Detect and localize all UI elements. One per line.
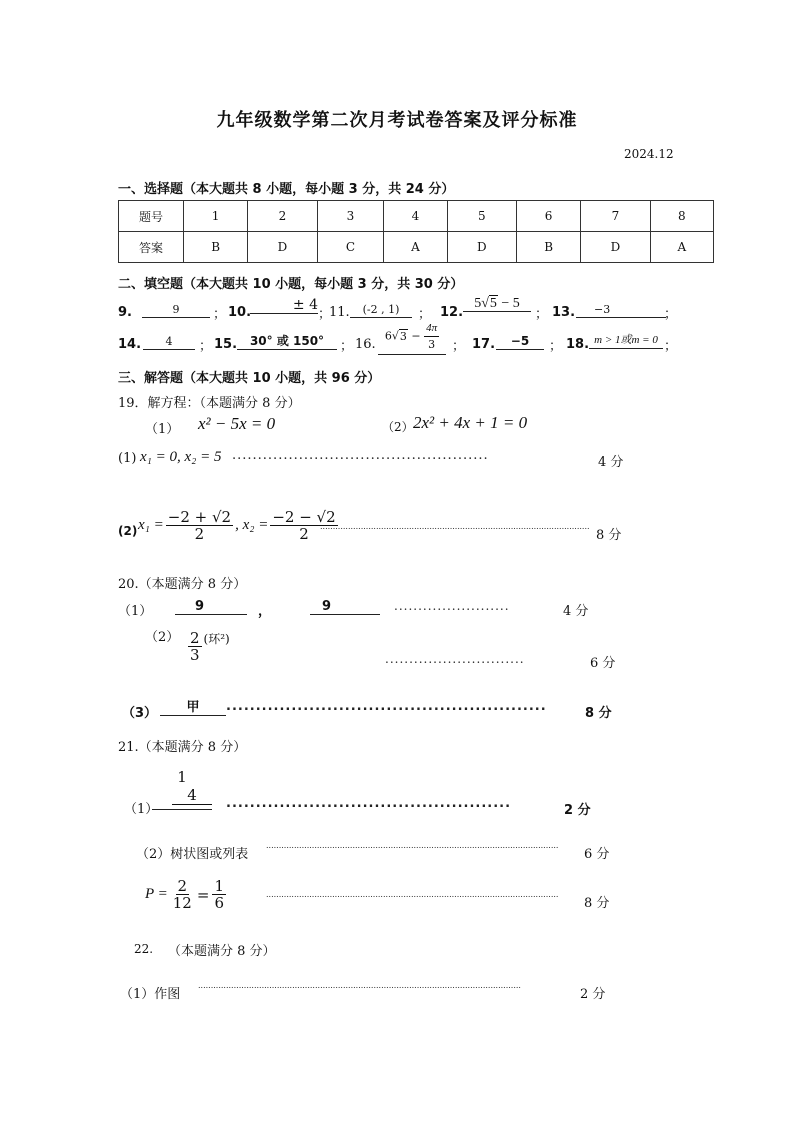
q22-number: 22. [134, 942, 154, 956]
q14-answer: 4 [143, 334, 195, 350]
dot-leader: ............................. [385, 652, 525, 666]
q19-a1-label: (1) [118, 451, 137, 466]
table-cell: 2 [248, 201, 317, 232]
table-row [119, 232, 714, 263]
separator: ； [549, 339, 563, 354]
q21-label: 21.（本题满分 8 分） [118, 740, 247, 755]
q19-p1-label: （1） [145, 422, 180, 437]
table-cell: D [248, 232, 317, 263]
q17-answer: −5 [496, 334, 544, 350]
q20-label: 20.（本题满分 8 分） [118, 577, 247, 592]
table-cell: A [650, 232, 713, 263]
q21-p1-answer: 1 4 [152, 768, 212, 810]
q17-label: 17. [472, 337, 496, 352]
separator: ； [340, 339, 354, 354]
table-cell: D [581, 232, 650, 263]
q12-answer: 5√5 − 5 [463, 296, 531, 312]
answer-table [118, 200, 714, 263]
table-row [119, 201, 714, 232]
dot-leader: ............................................................................................................................... [198, 981, 521, 990]
q20-p2-label: （2） [145, 630, 180, 645]
dot-leader: .......................................................................................................... [320, 522, 590, 531]
q16-answer: 6√3 − $\frac{4\pi}{3}$ [378, 320, 446, 355]
q19-p2-label: （2） [382, 420, 414, 434]
dot-leader: ................................................ [226, 796, 512, 811]
separator: ； [664, 307, 678, 322]
q9-label: 9. [118, 305, 132, 320]
q20-p2-score: 6 分 [590, 656, 616, 671]
separator: ； [452, 339, 466, 354]
table-cell: D [447, 232, 516, 263]
q21-p-score: 8 分 [584, 896, 610, 911]
table-cell: B [516, 232, 580, 263]
table-cell: B [184, 232, 248, 263]
table-cell: 6 [516, 201, 580, 232]
table-cell: 5 [447, 201, 516, 232]
table-header-cell: 答案 [119, 232, 184, 263]
q10-answer: ± 4 [250, 298, 318, 314]
q22-label: （本题满分 8 分） [168, 944, 276, 959]
q19-a2-answer: x₁ = $\frac{-2 + √2}{2}$ , x₂ = $\frac{-2 - √2}{2}$ [138, 508, 336, 543]
table-header-cell: 题号 [119, 201, 184, 232]
table-cell: 8 [650, 201, 713, 232]
table-cell: C [317, 232, 384, 263]
section1-heading: 一、选择题（本大题共 8 小题，每小题 3 分，共 24 分） [118, 182, 455, 197]
q22-p1-label: （1）作图 [120, 987, 181, 1002]
q14-label: 14. [118, 337, 142, 352]
table-cell: 7 [581, 201, 650, 232]
date: 2024.12 [624, 147, 674, 161]
q20-p1-label: （1） [118, 604, 153, 619]
q21-p1-score: 2 分 [564, 803, 591, 818]
section2-heading: 二、填空题（本大题共 10 小题，每小题 3 分，共 30 分） [118, 277, 464, 292]
q15-label: 15. [214, 337, 238, 352]
table-cell: 1 [184, 201, 248, 232]
dot-leader: .................................................. [232, 448, 489, 463]
q9-answer: 9 [142, 302, 210, 318]
q11-answer: (-2 , 1) [350, 302, 412, 318]
table-cell: 3 [317, 201, 384, 232]
q19-a1-answer: x₁ = 0, x₂ = 5 [140, 449, 222, 465]
q19-a2-label: (2) [118, 524, 138, 538]
q19-label: 19．解方程：（本题满分 8 分） [118, 396, 301, 411]
separator: ； [664, 339, 678, 354]
q21-p2-score: 6 分 [584, 847, 610, 862]
dot-leader: ................................................................................................................... [266, 890, 559, 899]
q20-p1-comma: ， [258, 604, 272, 619]
q19-p1-equation: x² − 5x = 0 [198, 414, 276, 433]
separator: ； [213, 307, 227, 322]
q11-label: 11. [329, 305, 350, 320]
q19-a1-score: 4 分 [598, 455, 624, 470]
q19-a2-score: 8 分 [596, 528, 622, 543]
q20-p2-answer: $\frac{2}{3}$ (环²) [190, 629, 230, 664]
table-cell: 4 [384, 201, 447, 232]
q21-p2-label: （2）树状图或列表 [136, 847, 249, 862]
q16-label: 16. [355, 337, 376, 352]
separator: ； [418, 307, 432, 322]
section3-heading: 三、解答题（本大题共 10 小题，共 96 分） [118, 371, 381, 386]
q20-p1-answer-a: 9 [175, 599, 247, 615]
page-title: 九年级数学第二次月考试卷答案及评分标准 [216, 110, 578, 131]
q20-p3-answer: 甲 [160, 700, 226, 716]
q13-answer: −3 [576, 302, 666, 318]
q18-label: 18. [566, 337, 590, 352]
dot-leader: ........................ [394, 599, 510, 613]
separator: ； [199, 339, 213, 354]
q19-p2-equation: 2x² + 4x + 1 = 0 [413, 413, 528, 432]
q22-p1-score: 2 分 [580, 987, 606, 1002]
separator: ； [318, 307, 332, 322]
table-cell: A [384, 232, 447, 263]
q12-label: 12. [440, 305, 464, 320]
separator: ； [535, 307, 549, 322]
q20-p1-score: 4 分 [563, 604, 589, 619]
q10-label: 10. [228, 305, 252, 320]
q20-p3-score: 8 分 [585, 706, 612, 721]
q20-p1-answer-b: 9 [310, 599, 380, 615]
dot-leader: ...................................................... [226, 699, 547, 714]
q20-p3-label: （3） [122, 706, 158, 721]
q13-label: 13. [552, 305, 576, 320]
dot-leader: ................................................................................................................... [266, 841, 559, 850]
q15-answer: 30° 或 150° [237, 334, 337, 350]
q21-p1-label: （1） [124, 802, 159, 817]
q21-probability: P = $\frac{2}{12}$ = $\frac{1}{6}$ [145, 877, 224, 912]
q18-answer: m > 1或m = 0 [589, 333, 663, 349]
